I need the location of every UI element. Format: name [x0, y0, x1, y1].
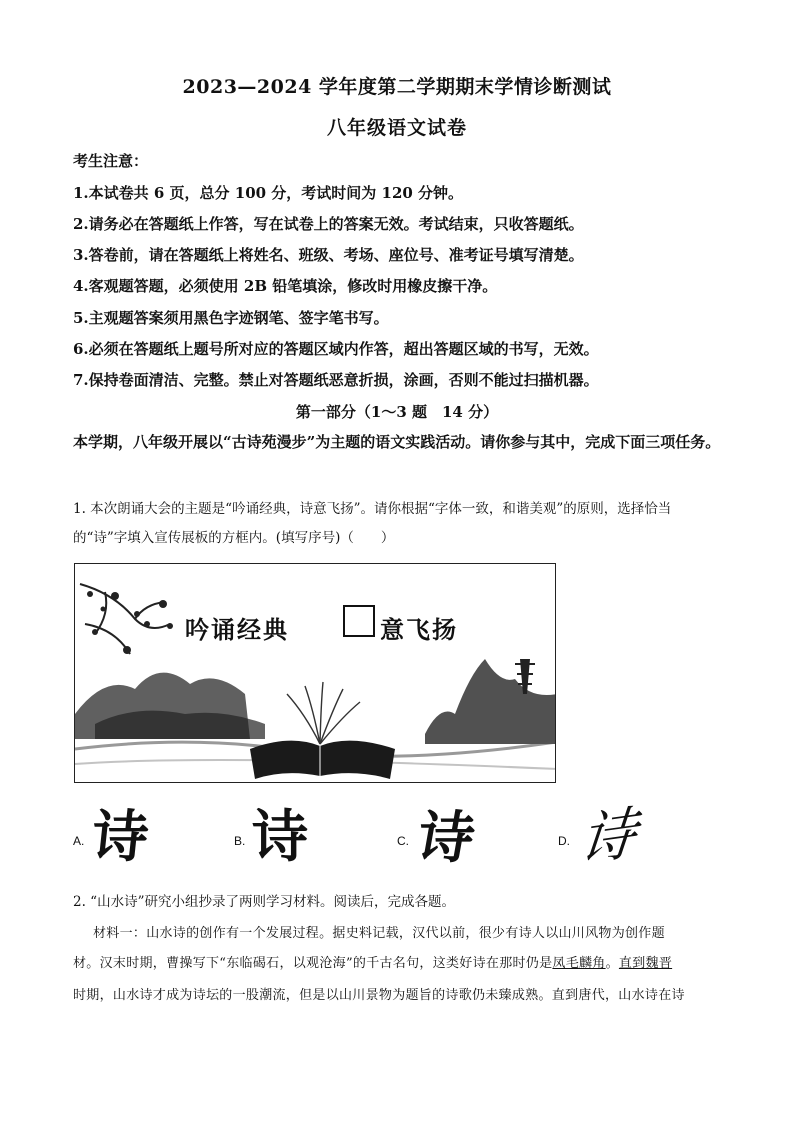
notice-item: 3.答卷前，请在答题纸上将姓名、班级、考场、座位号、准考证号填写清楚。 [73, 246, 584, 264]
option-b-glyph: 诗 [252, 805, 308, 870]
option-a-glyph: 诗 [88, 805, 152, 870]
exam-title: 2023—2024 学年度第二学期期末学情诊断测试 [182, 76, 612, 98]
notice-item: 2.请务必在答题纸上作答，写在试卷上的答案无效。考试结束，只收答题纸。 [73, 215, 584, 233]
blank-box [343, 605, 375, 637]
option-c-glyph: 诗 [412, 805, 480, 871]
question-2: 2. “山水诗”研究小组抄录了两则学习材料。阅读后，完成各题。 [73, 894, 455, 910]
notice-item: 5.主观题答案须用黑色字迹钢笔、签字笔书写。 [73, 309, 389, 327]
material-line: 材料一：山水诗的创作有一个发展过程。据史料记载，汉代以前，很少有诗人以山川风物为创作题 [93, 926, 665, 941]
notice-heading: 考生注意： [73, 152, 149, 170]
exam-subtitle: 八年级语文试卷 [326, 117, 467, 139]
intro-paragraph: 本学期，八年级开展以“古诗苑漫步”为主题的语文实践活动。请你参与其中，完成下面三项任务。 [73, 433, 721, 451]
option-b-label: B. [234, 834, 246, 848]
section-title: 第一部分（1～3 题 14 分） [295, 403, 499, 421]
banner-text-left: 吟诵经典 [185, 616, 289, 644]
option-d-label: D. [558, 834, 570, 848]
material-line [73, 952, 672, 971]
question-1-line2: 的“诗”字填入宣传展板的方框内。(填写序号)（ ） [73, 530, 395, 546]
notice-item: 7.保持卷面清洁、完整。禁止对答题纸恶意折损，涂画，否则不能过扫描机器。 [73, 371, 599, 389]
option-c-label: C. [397, 834, 409, 848]
banner-text-right: 意飞扬 [380, 616, 458, 644]
notice-item: 6.必须在答题纸上题号所对应的答题区域内作答，超出答题区域的书写，无效。 [73, 340, 599, 358]
landscape-illustration [75, 564, 556, 783]
material-line: 时期，山水诗才成为诗坛的一股潮流，但是以山川景物为题旨的诗歌仍未臻成熟。直到唐代，山水诗在诗 [73, 988, 685, 1003]
question-1-line1: 1. 本次朗诵大会的主题是“吟诵经典，诗意飞扬”。请你根据“字体一致，和谐美观”的原则，选择恰当 [73, 501, 672, 517]
underlined-phrase: 直到魏晋 [618, 956, 673, 971]
option-d-glyph: 诗 [576, 802, 640, 874]
poster-banner [74, 563, 556, 783]
underlined-phrase: 凤毛麟角 [552, 956, 606, 971]
material-text: 材。汉末时期，曹操写下“东临碣石，以观沧海”的千古名句，这类好诗在那时仍是 [73, 956, 553, 971]
material-text: 。 [605, 956, 619, 971]
option-a-label: A. [73, 834, 85, 848]
notice-item: 1.本试卷共 6 页，总分 100 分，考试时间为 120 分钟。 [73, 184, 464, 202]
notice-item: 4.客观题答题，必须使用 2B 铅笔填涂，修改时用橡皮擦干净。 [73, 277, 498, 295]
